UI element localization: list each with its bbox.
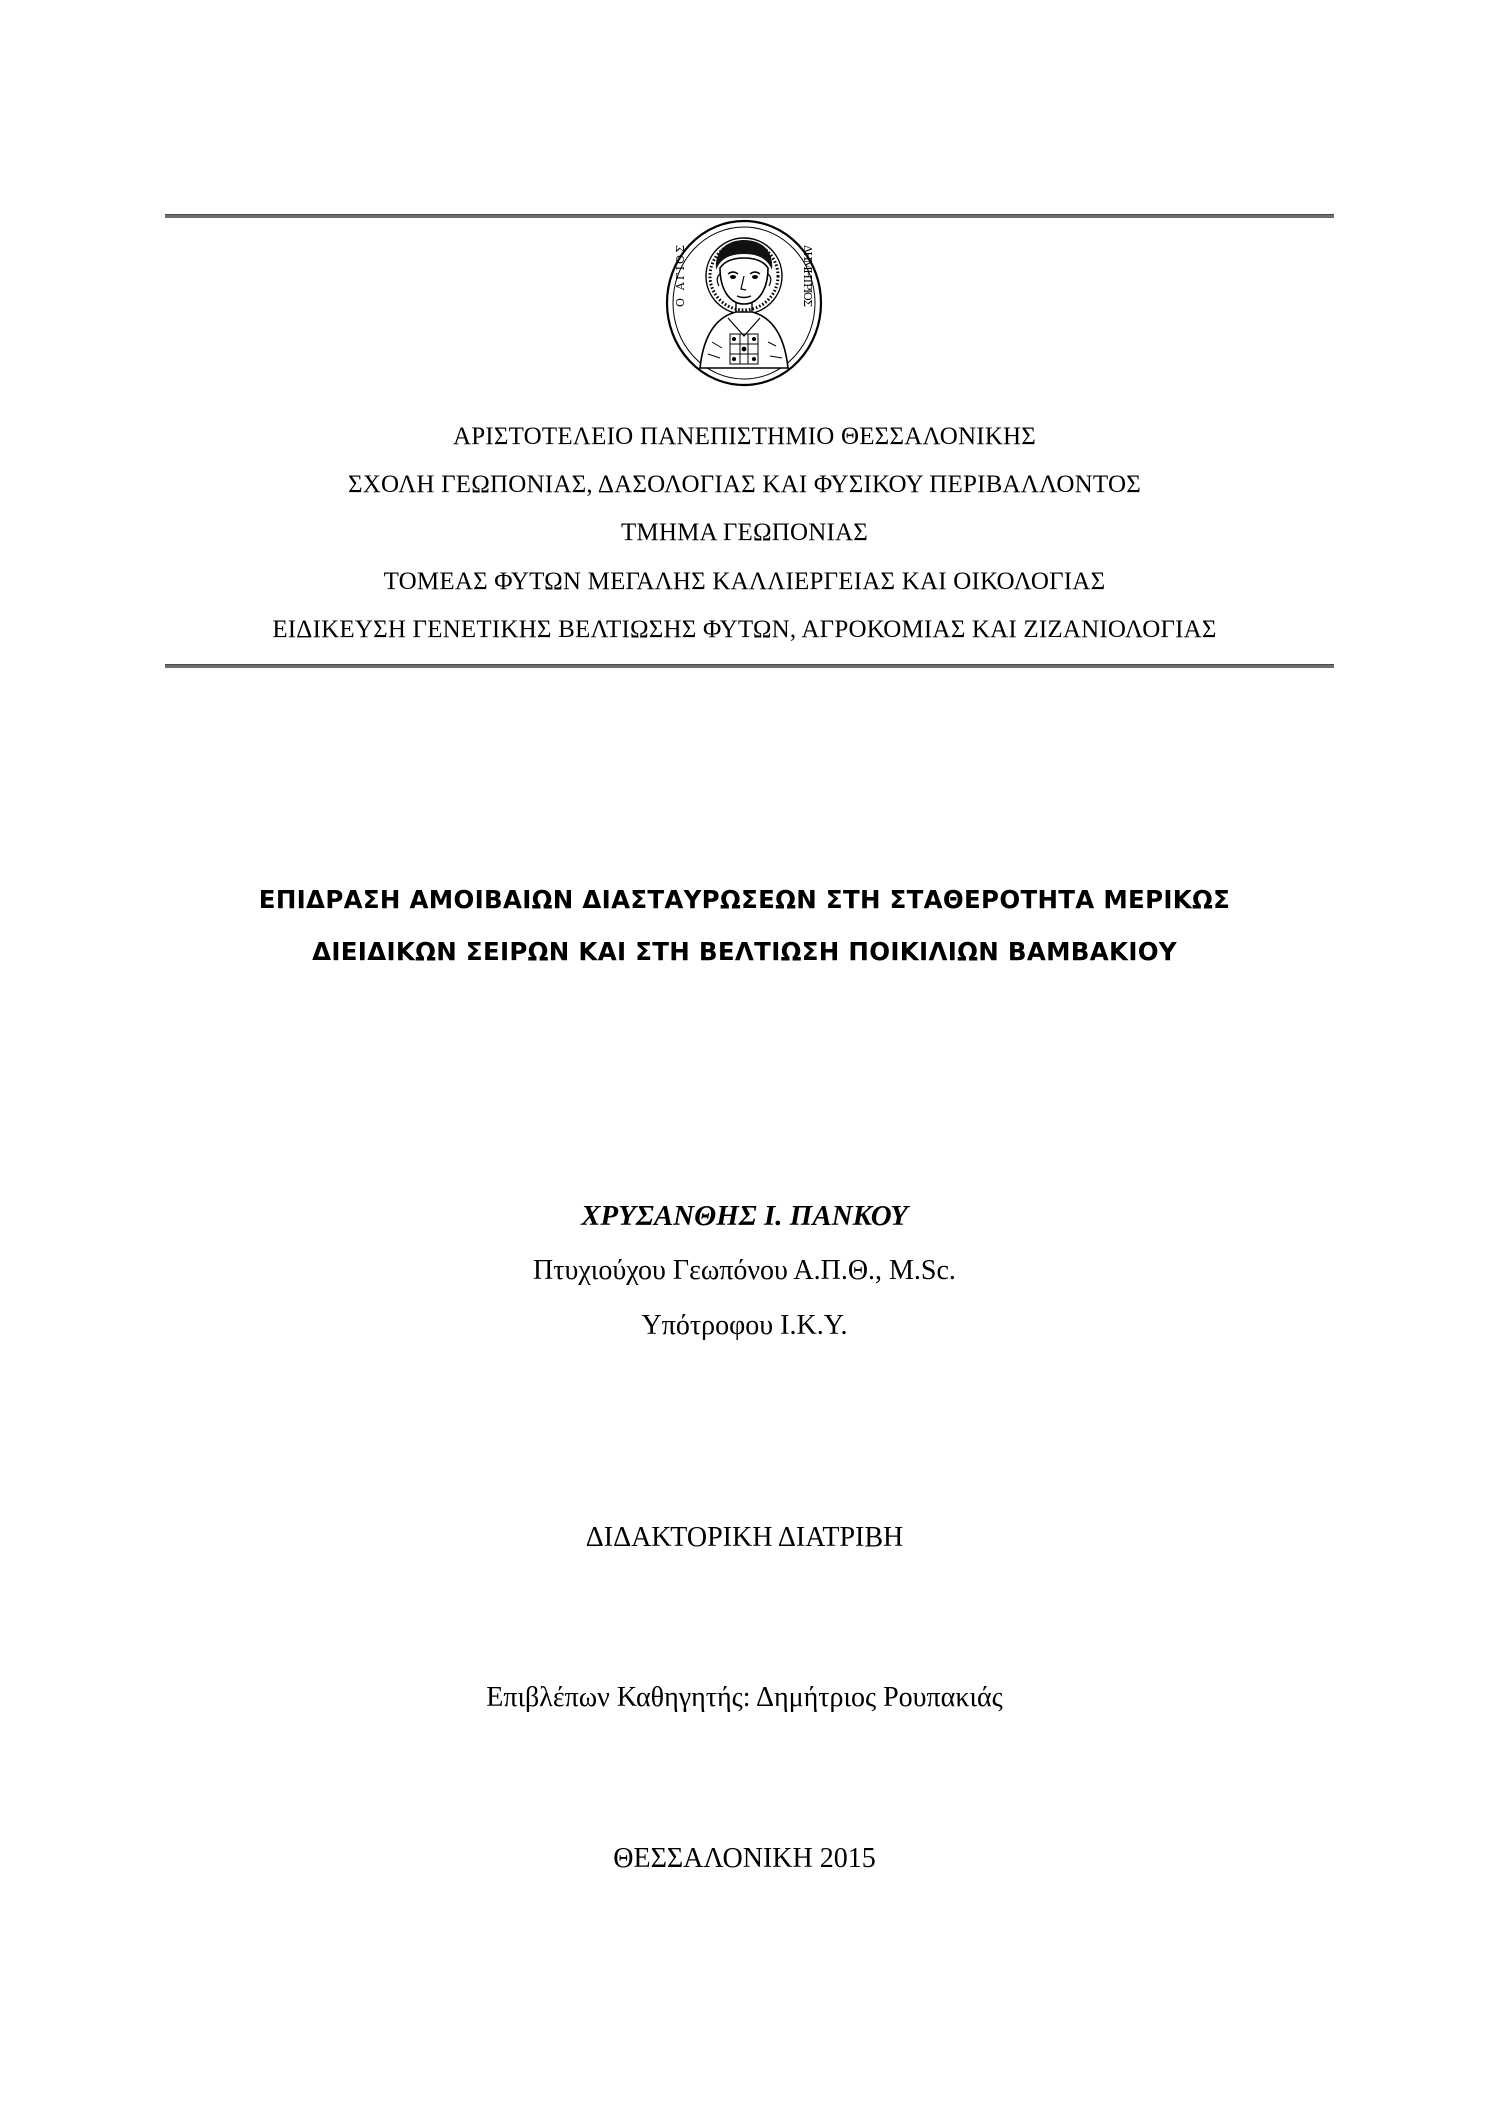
author-scholarship: Υπότροφου Ι.Κ.Υ. (641, 1310, 848, 1341)
university-seal-icon (664, 218, 824, 393)
author-degree: Πτυχιούχου Γεωπόνου Α.Π.Θ., M.Sc. (533, 1255, 956, 1286)
specialization-name: ΕΙΔΙΚΕΥΣΗ ΓΕΝΕΤΙΚΗΣ ΒΕΛΤΙΩΣΗΣ ΦΥΤΩΝ, ΑΓΡΟΚΟΜΙΑΣ ΚΑΙ ΖΙΖΑΝΙΟΛΟΓΙΑΣ (272, 616, 1217, 643)
school-name: ΣΧΟΛΗ ΓΕΩΠΟΝΙΑΣ, ΔΑΣΟΛΟΓΙΑΣ ΚΑΙ ΦΥΣΙΚΟΥ ΠΕΡΙΒΑΛΛΟΝΤΟΣ (348, 471, 1141, 498)
seal-lettering-right: ΔΗΜΗΤΡΙΟΣ (801, 245, 814, 307)
department-name: ΤΜΗΜΑ ΓΕΩΠΟΝΙΑΣ (620, 519, 869, 546)
supervisor: Επιβλέπων Καθηγητής: Δημήτριος Ρουπακιάς (486, 1682, 1003, 1713)
thesis-title-line-1: ΕΠΙΔΡΑΣΗ ΑΜΟΙΒΑΙΩΝ ΔΙΑΣΤΑΥΡΩΣΕΩΝ ΣΤΗ ΣΤΑΘΕΡΟΤΗΤΑ ΜΕΡΙΚΩΣ (258, 885, 1231, 914)
document-type: ΔΙΔΑΚΤΟΡΙΚΗ ΔΙΑΤΡΙΒΗ (585, 1522, 904, 1553)
bottom-divider (165, 664, 1334, 668)
seal-lettering-left: Ο ΑΓΙΟΣ (674, 245, 687, 307)
author-name: ΧΡΥΣΑΝΘΗΣ Ι. ΠΑΝΚΟΥ (581, 1200, 908, 1232)
university-name: ΑΡΙΣΤΟΤΕΛΕΙΟ ΠΑΝΕΠΙΣΤΗΜΙΟ ΘΕΣΣΑΛΟΝΙΚΗΣ (452, 423, 1037, 450)
sector-name: ΤΟΜΕΑΣ ΦΥΤΩΝ ΜΕΓΑΛΗΣ ΚΑΛΛΙΕΡΓΕΙΑΣ ΚΑΙ ΟΙΚΟΛΟΓΙΑΣ (383, 568, 1106, 595)
thesis-title-line-2: ΔΙΕΙΔΙΚΩΝ ΣΕΙΡΩΝ ΚΑΙ ΣΤΗ ΒΕΛΤΙΩΣΗ ΠΟΙΚΙΛΙΩΝ ΒΑΜΒΑΚΙΟΥ (312, 937, 1177, 966)
place-year: ΘΕΣΣΑΛΟΝΙΚΗ 2015 (613, 1843, 876, 1874)
